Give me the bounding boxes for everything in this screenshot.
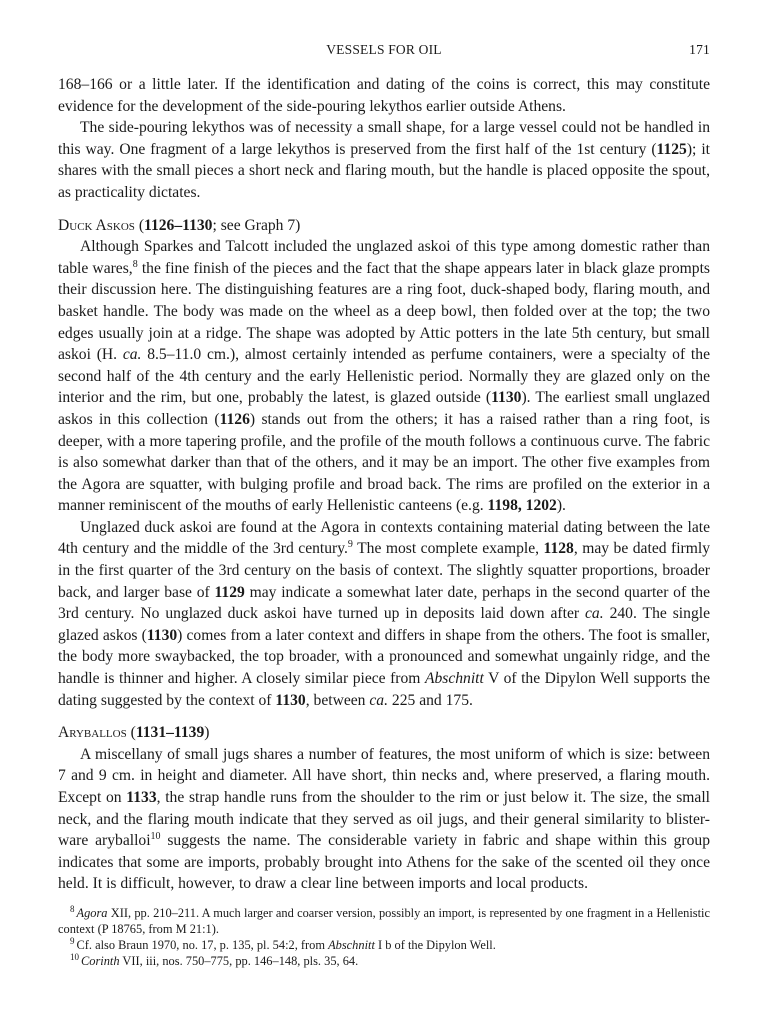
- page-number: 171: [689, 42, 710, 57]
- section-heading-aryballos: Aryballos (1131–1139): [58, 724, 210, 742]
- footnote-ref: 10: [150, 831, 161, 842]
- catalog-ref: 1133: [126, 789, 157, 806]
- paragraph-duck-askos-2: Unglazed duck askoi are found at the Agora in contexts containing material dating between the late 4th century and the middle of the 3rd century.$^9$ The most complete example, 1128, may be dated firmly in the first quarter of the 3rd century on the basis of context. The slightly squatter proportions, broader back, and larger base of 1129 may indicate a somewhat later date, perhaps in the second quarter of the 3rd century. No unglazed duck askoi have turned up in deposits laid down after ca. 240. The single glazed askos (1130) comes from a later context and differs in shape from the others. The foot is smaller, the body more swaybacked, the top broader, with a pronounced and somewhat ungainly ridge, and the handle is thinner and higher. A closely similar piece from Abschnitt V of the Dipylon Well supports the dating suggested by the context of 1130, between ca. 225 and 175.: [58, 518, 710, 709]
- footnote-ref: 8: [132, 258, 138, 270]
- footnotes: [58, 905, 710, 969]
- footnote-8: $^8$ Agora XII, pp. 210–211. A much larger and coarser version, possibly an import, is represented by one fragment in a Hellenistic context (P 18765, from M 21:1).: [58, 903, 710, 936]
- catalog-ref: 1198, 1202: [487, 497, 557, 515]
- paragraph-continued: 168–166 or a little later. If the identification and dating of the coins is correct, this may constitute evidence for the development of the side-pouring lekythos earlier outside Athens.: [58, 76, 710, 115]
- catalog-ref: 1130: [146, 626, 178, 644]
- paragraph-side-pouring-lekythos: The side-pouring lekythos was of necessity a small shape, for a large vessel could not be handled in this way. One fragment of a large lekythos is preserved from the first half of the 1st century (1125); it shares with the small pieces a short neck and flaring mouth, but the handle is placed opposite the spout, as practicality dictates.: [58, 119, 710, 201]
- footnote-10: $^{10}$ Corinth VII, iii, nos. 750–775, pp. 146–148, pls. 35, 64.: [70, 951, 359, 968]
- catalog-ref: 1129: [214, 583, 245, 601]
- page-header: [58, 42, 710, 62]
- section-aryballos: [58, 722, 710, 895]
- catalog-ref: 1126: [219, 410, 250, 428]
- catalog-ref: 1128: [543, 540, 574, 558]
- footnote-ref: 9: [347, 539, 353, 551]
- paragraph-duck-askos-1: Although Sparkes and Talcott included the unglazed askoi of this type among domestic rather than table wares,$^8$ the fine finish of the pieces and the fact that the shape appears later in black glaze prompts their discussion here. The distinguishing features are a ring foot, duck-shaped body, flaring mouth, and basket handle. The body was made on the wheel as a deep bowl, then folded over at the top; the two edges usually join at a ridge. The shape was adopted by Attic potters in the late 5th century, but small askoi (H. ca. 8.5–11.0 cm.), almost certainly intended as perfume containers, were a specialty of the second half of the 4th century and the early Hellenistic period. Normally they are glazed only on the interior and the rim, but one, probably the latest, is glazed outside (1130). The earliest small unglazed askos in this collection (1126) stands out from the others; it has a raised rather than a ring foot, is deeper, with a more tapering profile, and the profile of the mouth follows a continuous curve. The fabric is also somewhat darker than that of the others, and it may be an import. The other five examples from the Agora are squatter, with bulging profile and broad back. The rims are profiled on the exterior in a manner reminiscent of the mouths of early Hellenistic canteens (e.g. 1198, 1202).: [58, 238, 710, 515]
- footnote-9: $^9$ Cf. also Braun 1970, no. 17, p. 135, pl. 54:2, from Abschnitt I b of the Dipylon Well.: [70, 935, 496, 952]
- body-text: [58, 74, 710, 895]
- catalog-ref: 1125: [656, 140, 687, 158]
- catalog-ref: 1130: [275, 691, 306, 709]
- section-heading-duck-askos: Duck Askos (1126–1130; see Graph 7): [58, 216, 301, 234]
- catalog-ref: 1130: [491, 389, 522, 407]
- paragraph-aryballos-1: A miscellany of small jugs shares a number of features, the most uniform of which is size: between 7 and 9 cm. in height and diameter. All have short, thin necks and, where preserved, a flaring mouth. Except on 1133, the strap handle runs from the shoulder to the rim or just below it. The size, the small neck, and the flaring mouth indicate that they served as oil jugs, and their general similarity to blister-ware aryballoi$^{10}$ suggests the name. The considerable variety in fabric and shape within this group indicates that some are imports, probably brought into Athens for the sake of the scented oil they once held. It is difficult, however, to draw a clear line between imports and local products.: [58, 745, 711, 893]
- section-duck-askos: [58, 215, 710, 712]
- running-head: VESSELS FOR OIL: [326, 42, 442, 57]
